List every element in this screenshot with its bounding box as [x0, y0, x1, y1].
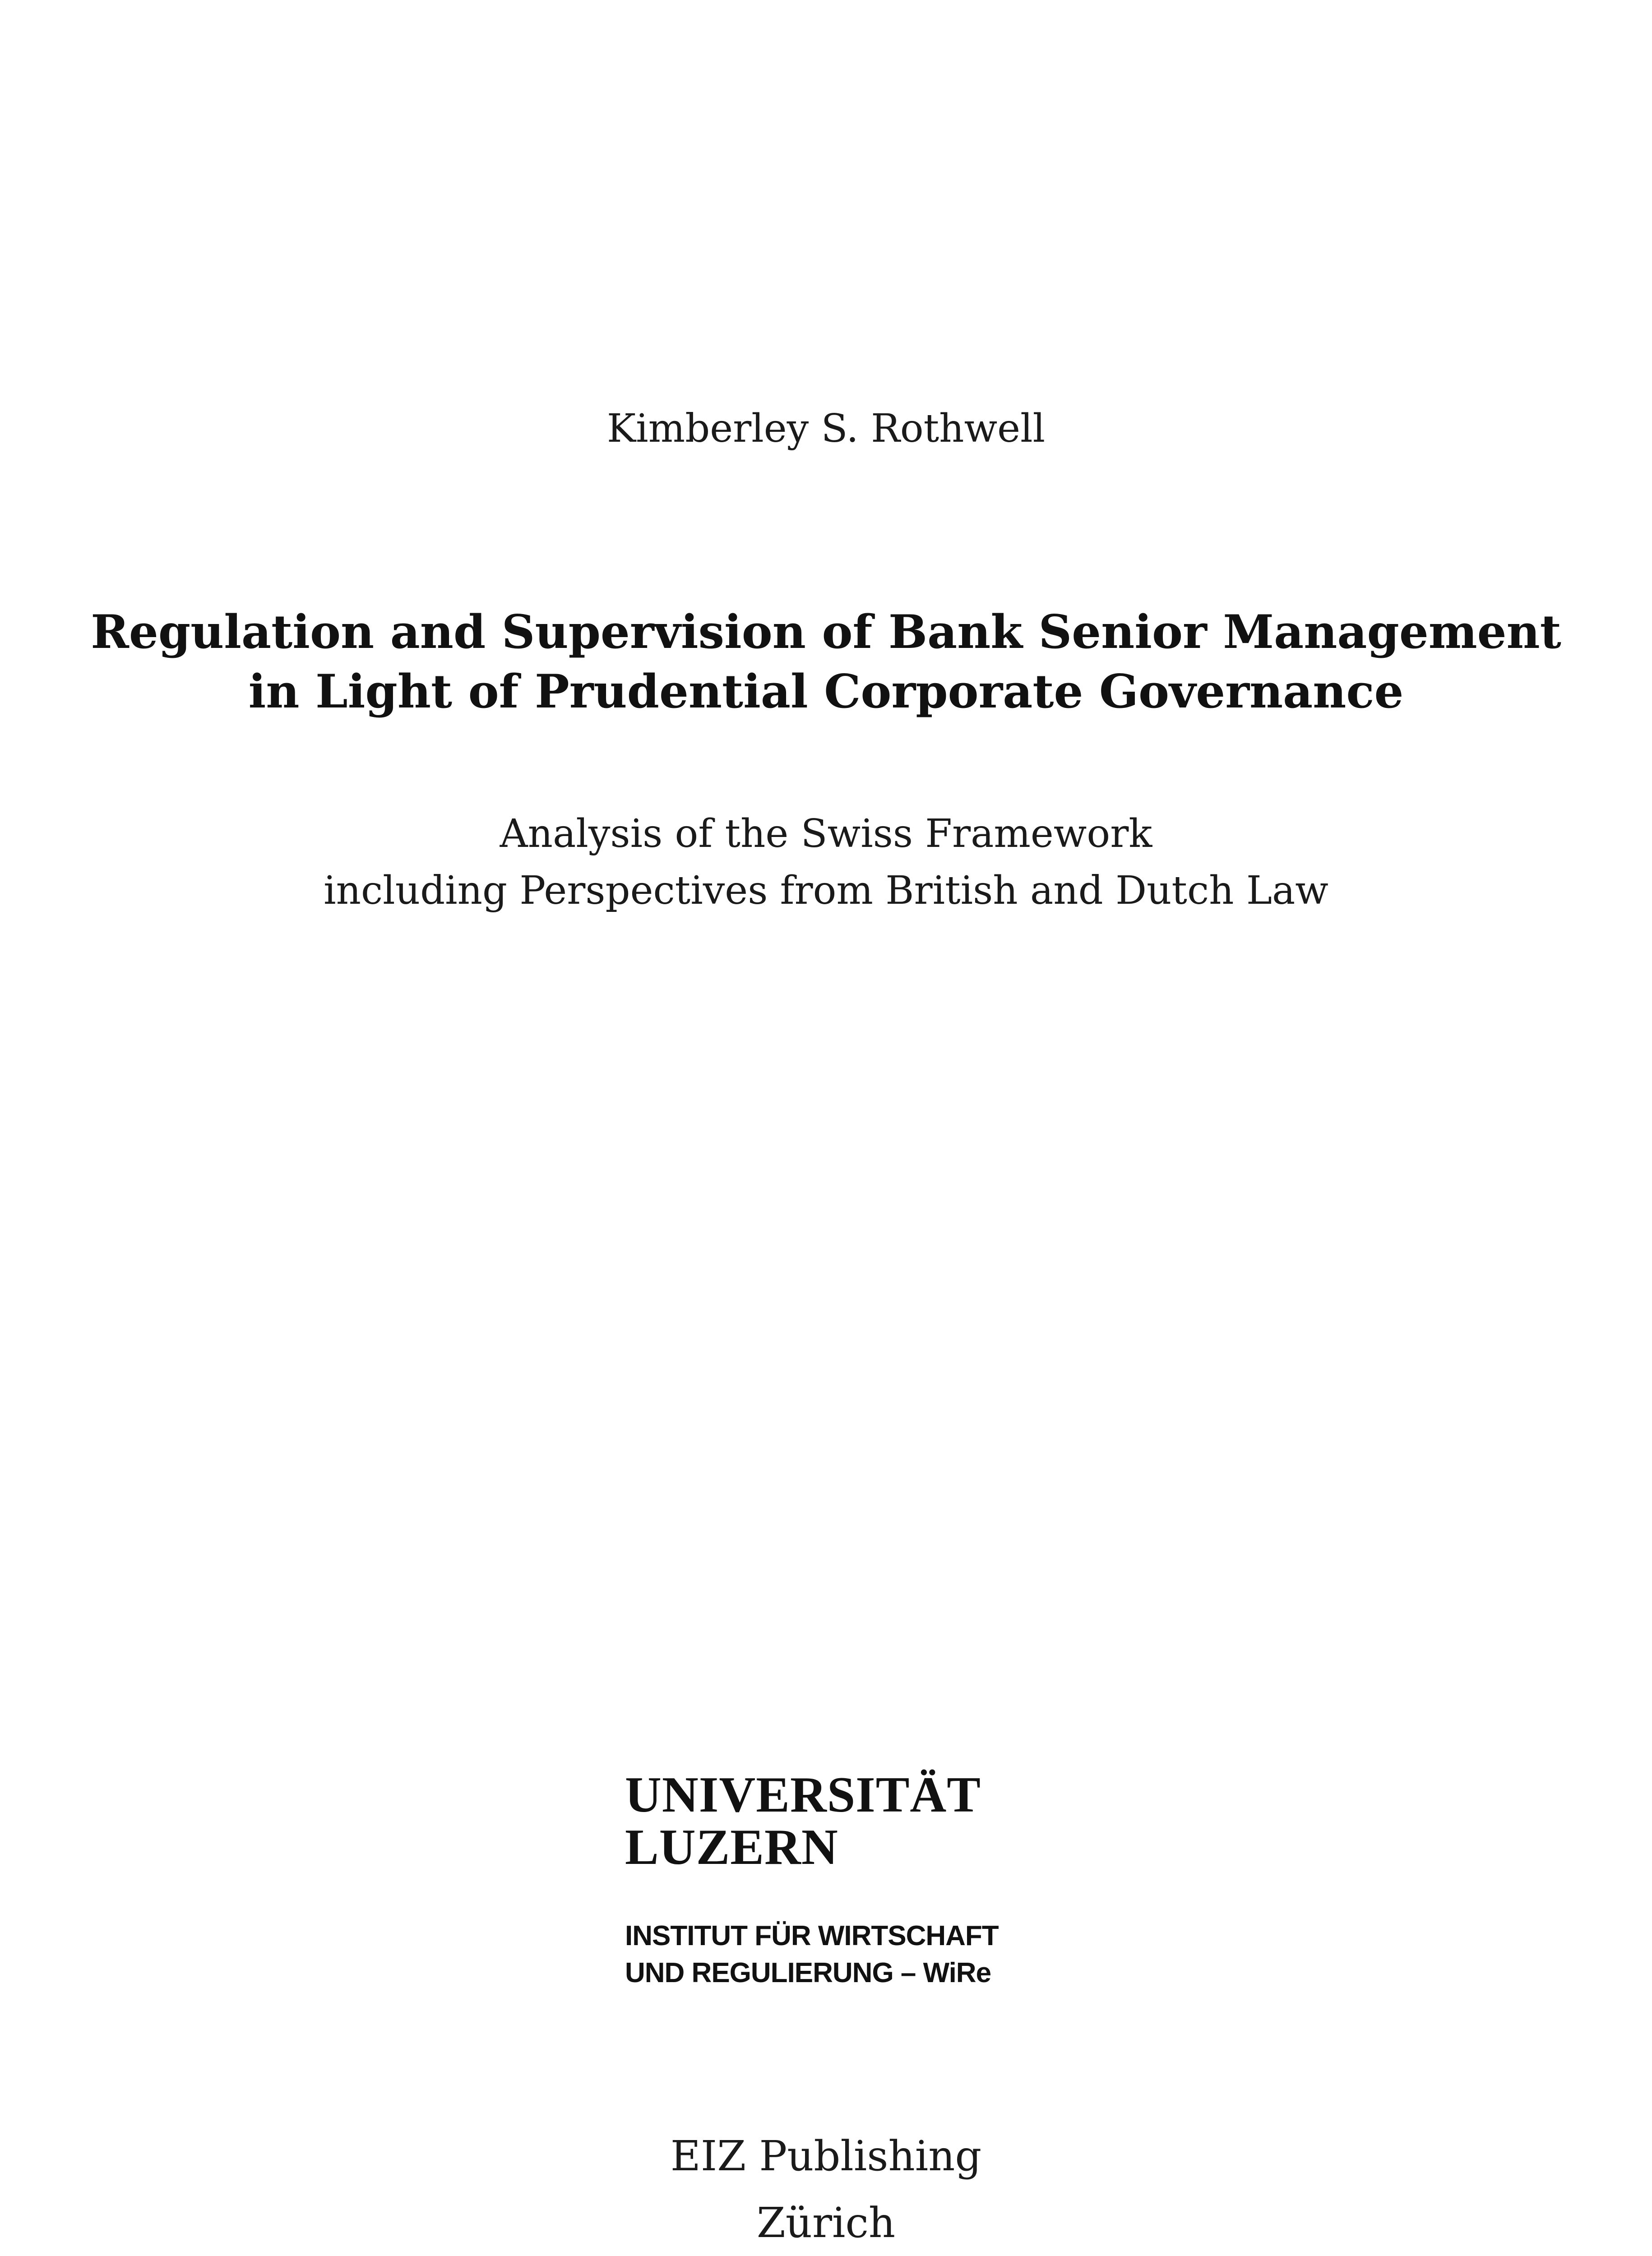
publisher-name: EIZ Publishing	[670, 2132, 982, 2180]
book-subtitle	[0, 805, 1652, 919]
institute-name	[625, 1918, 1076, 1992]
book-title	[0, 602, 1652, 721]
author-name: Kimberley S. Rothwell	[606, 406, 1046, 451]
book-title-line-1: Regulation and Supervision of Bank Senior Management	[91, 605, 1561, 659]
publisher-city: Zürich	[756, 2199, 896, 2247]
university-name	[625, 1769, 1076, 1873]
institute-name-line-2: UND REGULIERUNG – WiRe	[625, 1957, 991, 1988]
book-title-line-2: in Light of Prudential Corporate Governance	[248, 665, 1404, 719]
university-logo	[625, 1769, 1076, 1992]
institute-name-line-1: INSTITUT FÜR WIRTSCHAFT	[625, 1920, 999, 1951]
university-name-line-2: LUZERN	[625, 1819, 838, 1875]
book-subtitle-line-2: including Perspectives from British and Dutch Law	[324, 868, 1328, 913]
book-subtitle-line-1: Analysis of the Swiss Framework	[500, 811, 1152, 856]
university-name-line-1: UNIVERSITÄT	[625, 1767, 981, 1823]
publisher-block	[0, 2123, 1652, 2256]
